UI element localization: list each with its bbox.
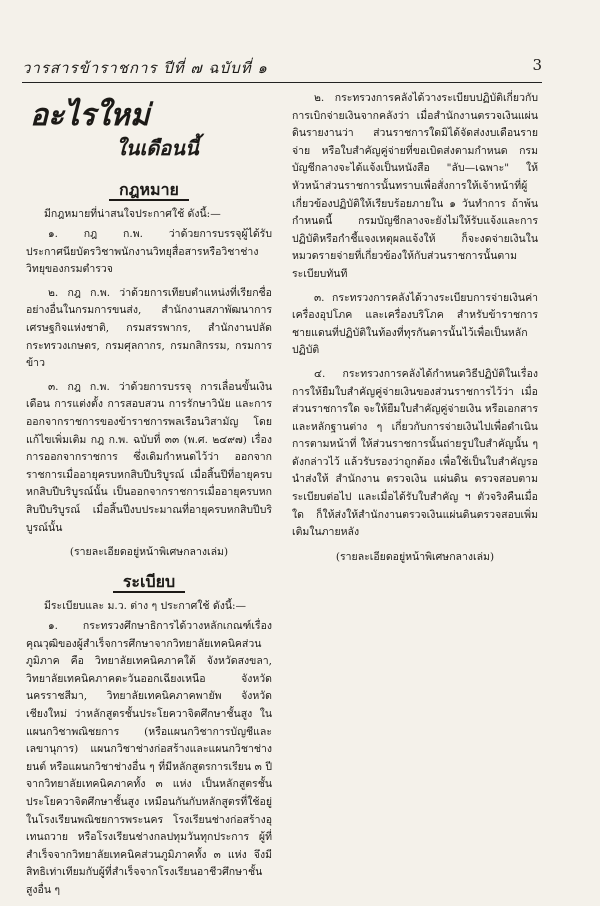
page-header xyxy=(22,56,542,80)
section-logo xyxy=(30,90,272,170)
regulation-item-4: ๔. กระทรวงการคลังได้กำหนดวิธีปฏิบัติในเรื่องการให้ยืมใบสำคัญคู่จ่ายเงินของส่วนราชการไว้ว่า เมื่อส่วนราชการใด จะให้ยืมใบสำคัญคู่จ่ายเงิน หรือเอกสารและหลักฐานต่าง ๆ เกี่ยวกับการจ่ายเงินไปเพื่อดำเนินการตามหน้าที่ ให้ส่วนราชการนั้นถ่ายรูปใบสำคัญนั้น ๆ ดังกล่าวไว้ แล้วรับรองว่าถูกต้อง เพื่อใช้เป็นใบสำคัญรอนำส่งให้ สำนักงาน ตรวจเงิน แผ่นดิน ตรวจสอบตามระเบียบต่อไป และเมื่อได้รับใบสำคัญ ฯ ตัวจริงคืนเมื่อใด ก็ให้ส่งให้สำนักงานตรวจเงินแผ่นดินตรวจสอบเพิ่มเติมในภายหลัง xyxy=(292,367,538,539)
regulation-item-2: ๒. กระทรวงการคลังได้วางระเบียบปฏิบัติเกี่ยวกับการเบิกจ่ายเงินจากคลังว่า เมื่อสำนักงานตรวจเงินแผ่นดินรายงานว่า ส่วนราชการใดมิได้จัดส่งงบเดือนรายจ่าย หรือใบสำคัญคู่จ่ายที่ขอเบิดส่งตามกำหนด กรมบัญชีกลางจะได้แจ้งเป็นหนังสือ "ลับ—เฉพาะ" ให้หัวหน้าส่วนราชการนั้นทราบเพื่อสั่งการให้เจ้าหน้าที่ผู้เกี่ยวข้องปฏิบัติให้เรียบร้อยภายใน ๑ วันทำการ ถ้าพ้นกำหนดนี้ กรมบัญชีกลางจะยังไม่ให้รับแจ้งและการปฏิบัติหรือกำชี้แจงเหตุผลแจ้งให้ ก็จะงดจ่ายเงินในหมวดรายจ่ายที่เกี่ยวข้องให้กับส่วนราชการนั้นตามระเบียบทันที xyxy=(292,92,538,280)
left-column xyxy=(26,90,272,906)
page-number: 3 xyxy=(532,56,542,74)
journal-title: วารสารข้าราชการ ปีที่ ๗ ฉบับที่ ๑ xyxy=(22,59,268,77)
header-rule xyxy=(22,82,542,83)
law-item-1: ๑. กฎ ก.พ. ว่าด้วยการบรรจุผู้ได้รับประกาศนียบัตรวิชาพนักงานวิทยุสื่อสารหรือวิชาช่างวิทยุของกรมตำรวจ xyxy=(26,228,272,276)
right-column xyxy=(292,90,538,573)
logo-line-1: อะไรใหม่ xyxy=(30,98,150,133)
law-heading: กฎหมาย xyxy=(26,178,272,203)
regulation-item-1: ๑. กระทรวงศึกษาธิการได้วางหลักเกณฑ์เรื่องคุณวุฒิของผู้สำเร็จการศึกษาจากวิทยาลัยเทคนิคส่วนภูมิภาค คือ วิทยาลัยเทคนิคภาคใต้ จังหวัดสงขลา, วิทยาลัยเทคนิคภาคตะวันออกเฉียงเหนือ จังหวัดนครราชสีมา, วิทยาลัยเทคนิคภาคพายัพ จังหวัดเชียงใหม่ ว่าหลักสูตรชั้นประโยควาจิตศึกษาชั้นสูง ในแผนกวิชาพณิชยการ (หรือแผนกวิชาการบัญชีและเลขานุการ) แผนกวิชาช่างก่อสร้างและแผนกวิชาช่างยนต์ หรือแผนกวิชาช่างอื่น ๆ ที่มีหลักสูตรการเรียน ๓ ปี จากวิทยาลัยเทคนิคภาคทั้ง ๓ แห่ง เป็นหลักสูตรชั้นประโยควาจิตศึกษาชั้นสูง เหมือนกันกับหลักสูตรที่ใช้อยู่ในโรงเรียนพณิชยการพระนคร โรงเรียนช่างก่อสร้างอุเทนถวาย หรือโรงเรียนช่างกลปทุมวันทุกประการ ผู้ที่สำเร็จจากวิทยาลัยเทคนิคส่วนภูมิภาคทั้ง ๓ แห่ง จึงมีสิทธิเท่าเทียมกับผู้ที่สำเร็จจากโรงเรียนอาชีวศึกษาชั้นสูงอื่น ๆ xyxy=(26,620,272,896)
law-item-2: ๒. กฎ ก.พ. ว่าด้วยการเทียบตำแหน่งที่เรียกชื่ออย่างอื่นในกรมการขนส่ง, สำนักงานสภาพัฒนาการเศรษฐกิจแห่งชาติ, กรมสรรพากร, สำนักงานปลัดกระทรวงเกษตร, กรมศุลกากร, กรมกสิกรรม, กรมการข้าว xyxy=(26,286,272,370)
logo-line-2: ในเดือนนี้ xyxy=(116,136,199,160)
regulation-intro: มีระเบียบและ ม.ว. ต่าง ๆ ประกาศใช้ ดังนี้:— xyxy=(44,600,247,613)
law-item-3: ๓. กฎ ก.พ. ว่าด้วยการบรรจุ การเลื่อนขั้นเงินเดือน การแต่งตั้ง การสอบสวน การรักษาวินัย และการออกจากราชการของข้าราชการพลเรือนวิสามัญ โดยแก้ไขเพิ่มเติม กฎ ก.พ. ฉบับที่ ๓๓ (พ.ศ. ๒๔๙๗) เรื่องการออกจากราชการ ซึ่งเดิมกำหนดไว้ว่า ออกจากราชการเมื่ออายุครบหกสิบปีบริบูรณ์ เมื่อสิ้นปีที่อายุครบหกสิบปีบริบูรณ์นั้น เป็นออกจากราชการเมื่ออายุครบหกสิบปีบริบูรณ์ เมื่อสิ้นปีงบประมาณที่อายุครบหกสิบปีบริบูรณ์นั้น xyxy=(26,380,272,534)
regulation-note: (รายละเอียดอยู่หน้าพิเศษกลางเล่ม) xyxy=(335,550,495,563)
regulation-heading: ระเบียบ xyxy=(26,570,272,595)
regulation-item-3: ๓. กระทรวงการคลังได้วางระเบียบการจ่ายเงินค่าเครื่องอุปโภค และเครื่องบริโภค สำหรับข้าราชการชายแดนที่ปฏิบัติในท้องที่ทุรกันดารนั้นไว้เพื่อเป็นหลักปฏิบัติ xyxy=(292,291,538,357)
law-intro: มีกฎหมายที่น่าสนใจประกาศใช้ ดังนี้:— xyxy=(44,208,221,220)
law-note: (รายละเอียดอยู่หน้าพิเศษกลางเล่ม) xyxy=(69,546,229,559)
